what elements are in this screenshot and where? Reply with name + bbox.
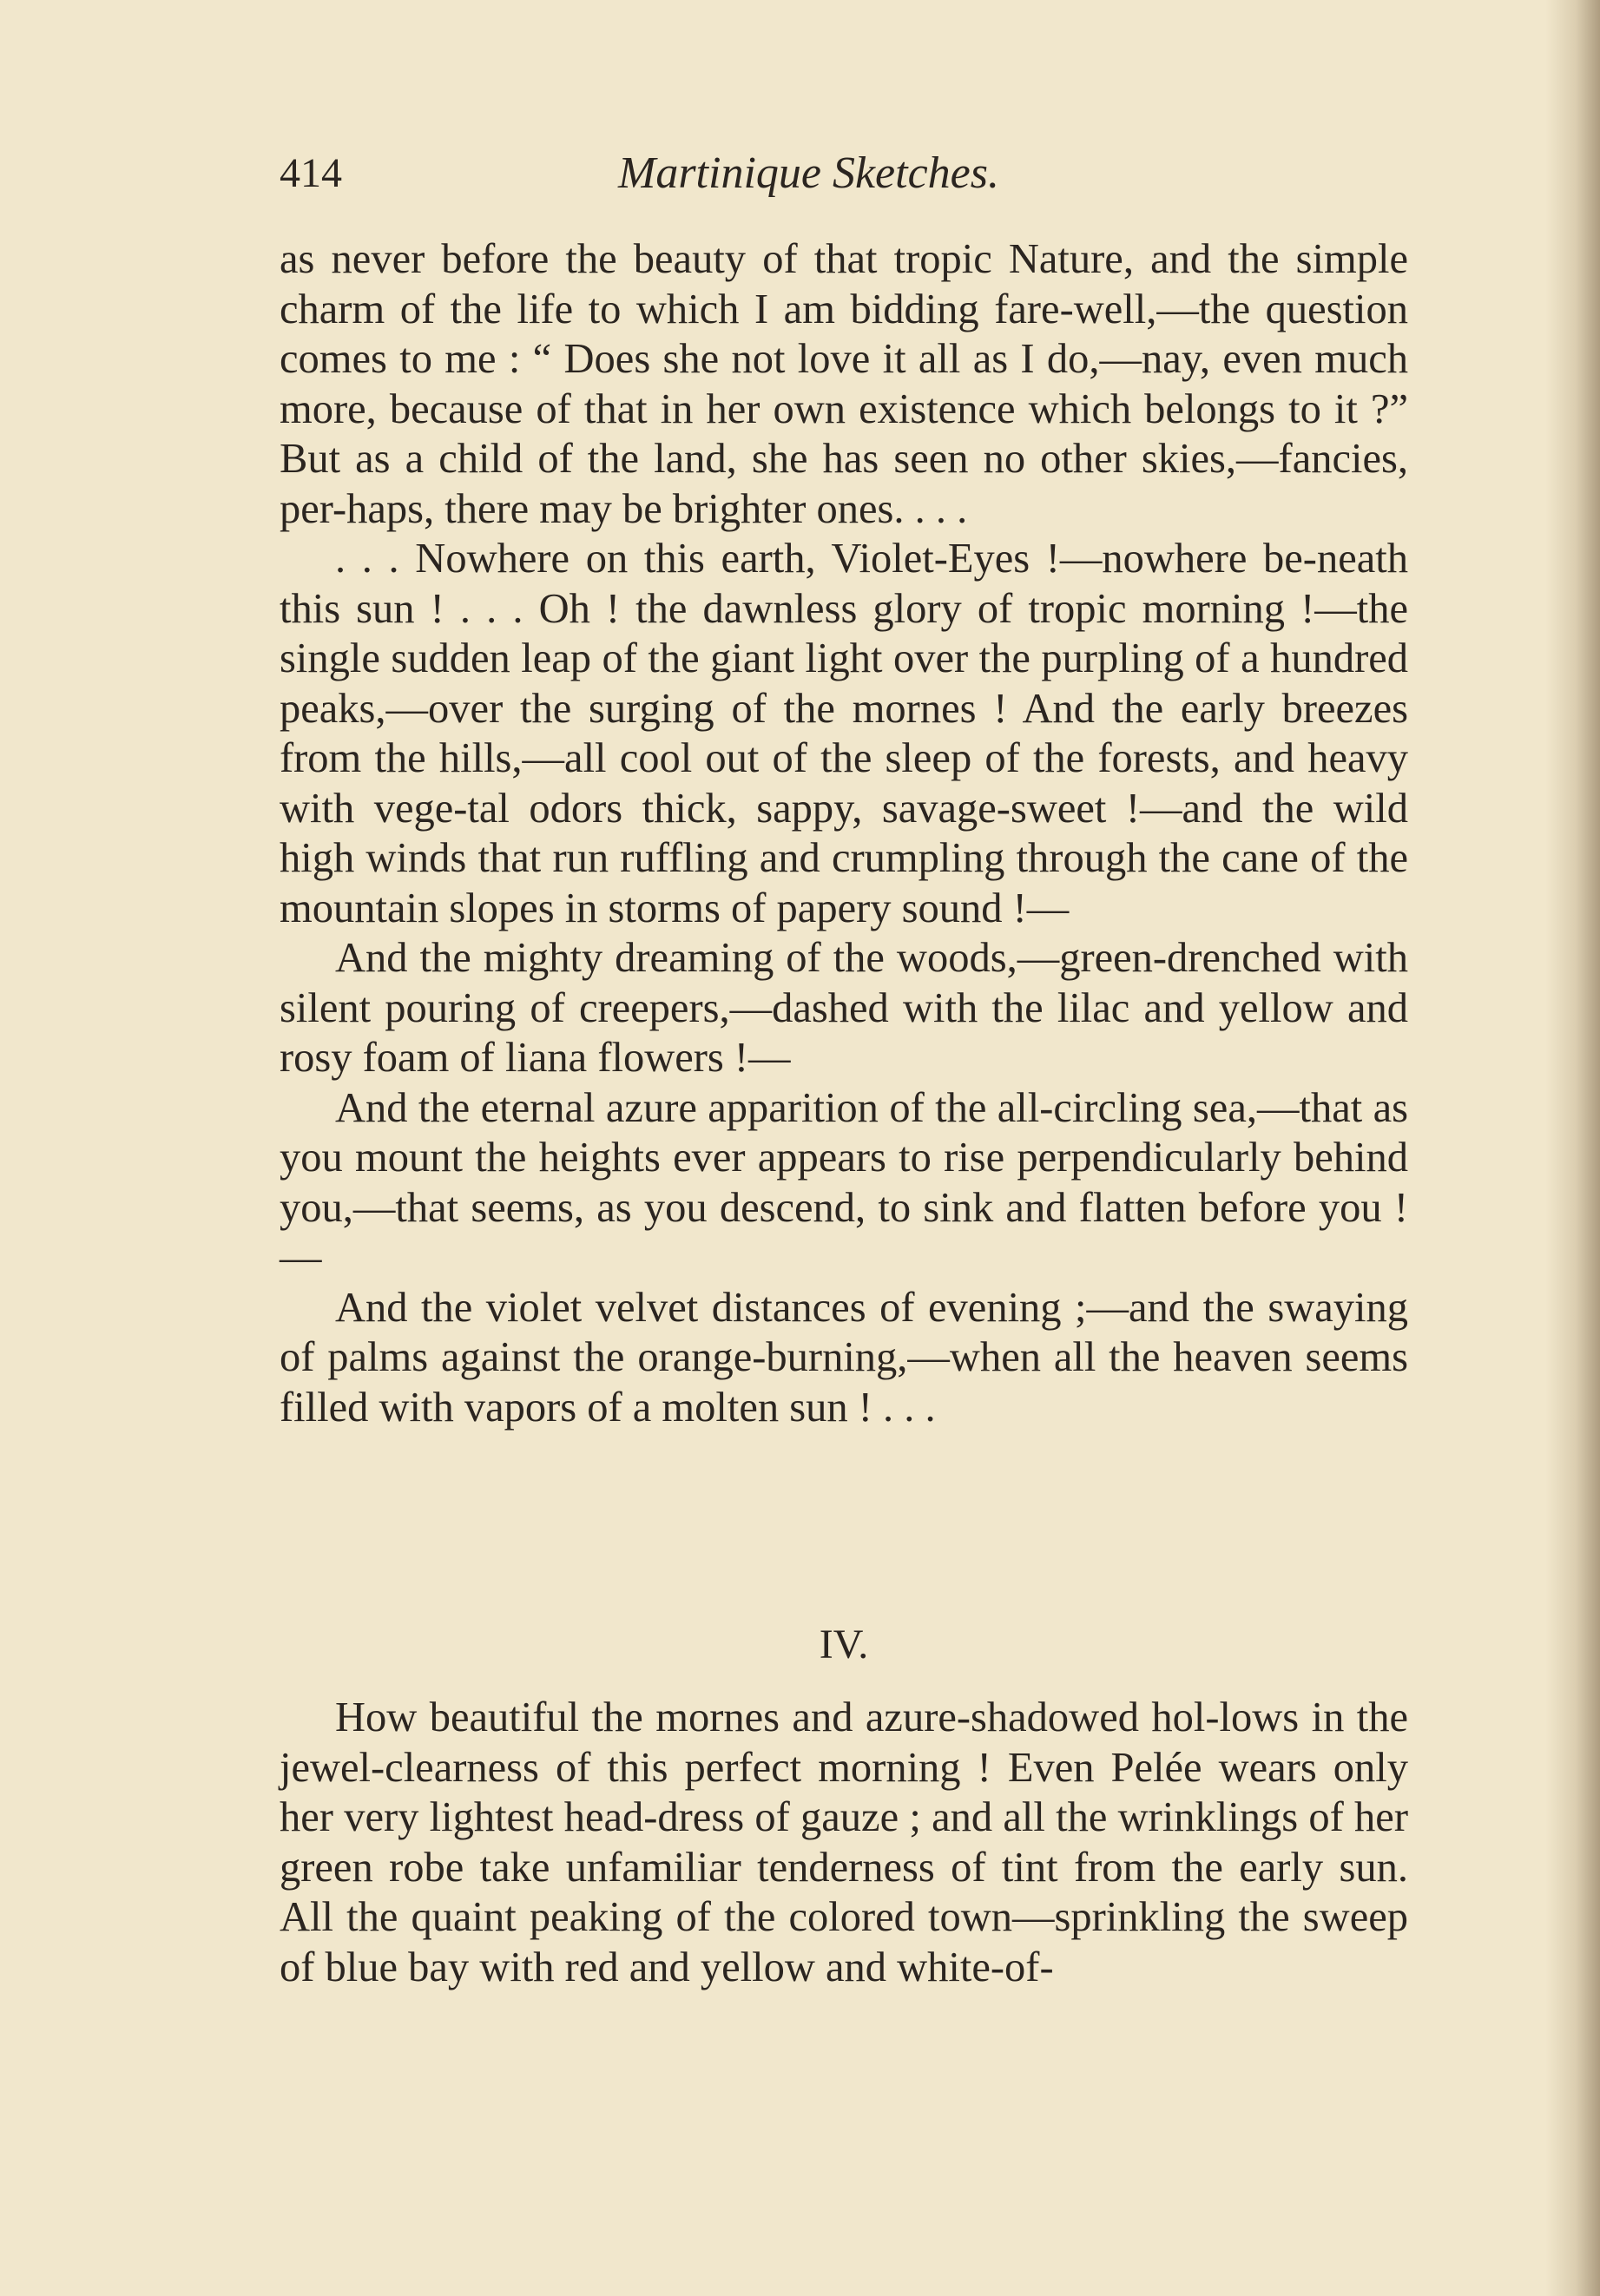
section-heading: IV.: [819, 1622, 869, 1668]
body-text: [280, 234, 1408, 1432]
paragraph-4: And the eternal azure apparition of the all-circling sea,—that as you mount the heights ever appears to rise perpendicularly behind you,—that seems, as you descend, to sink and flatten before you !—: [280, 1084, 1408, 1280]
paragraph-3: And the mighty dreaming of the woods,—green-drenched with silent pouring of creepers,—dashed with the lilac and yellow and rosy foam of liana flowers !—: [280, 935, 1408, 1081]
page-number: 414: [280, 150, 342, 196]
section-text: [280, 1693, 1408, 1992]
paragraph-1: as never before the beauty of that tropic Nature, and the simple charm of the life to which I am bidding fare-well,—the question comes to me : “ Does she not love it all as I do,—nay, even much more, because of that in her own existence which belongs to it ?” But as a child of the land, she has seen no other skies,—fancies, per-haps, there may be brighter ones. . . .: [280, 236, 1408, 532]
page-header: [280, 143, 1408, 204]
section-paragraph: How beautiful the mornes and azure-shadowed hol-lows in the jewel-clearness of this perfect morning ! Even Pelée wears only her very lightest head-dress of gauze ; and all the wrinklings of her green robe take unfamiliar tenderness of tint from the early sun. All the quaint peaking of the colored town—sprinkling the sweep of blue bay with red and yellow and white-of-: [280, 1694, 1408, 1990]
paragraph-5: And the violet velvet distances of evening ;—and the swaying of palms against the orange-burning,—when all the heaven seems filled with vapors of a molten sun ! . . .: [280, 1284, 1408, 1431]
paragraph-2: . . . Nowhere on this earth, Violet-Eyes !—nowhere be-neath this sun ! . . . Oh ! the dawnless glory of tropic morning !—the single sudden leap of the giant light over the purpling of a hundred peaks,—over the surging of the mornes ! And the early breezes from the hills,—all cool out of the sleep of the forests, and heavy with vege-tal odors thick, sappy, savage-sweet !—and the wild high winds that run ruffling and crumpling through the cane of the mountain slopes in storms of papery sound !—: [280, 536, 1408, 931]
running-title: Martinique Sketches.: [618, 148, 999, 198]
